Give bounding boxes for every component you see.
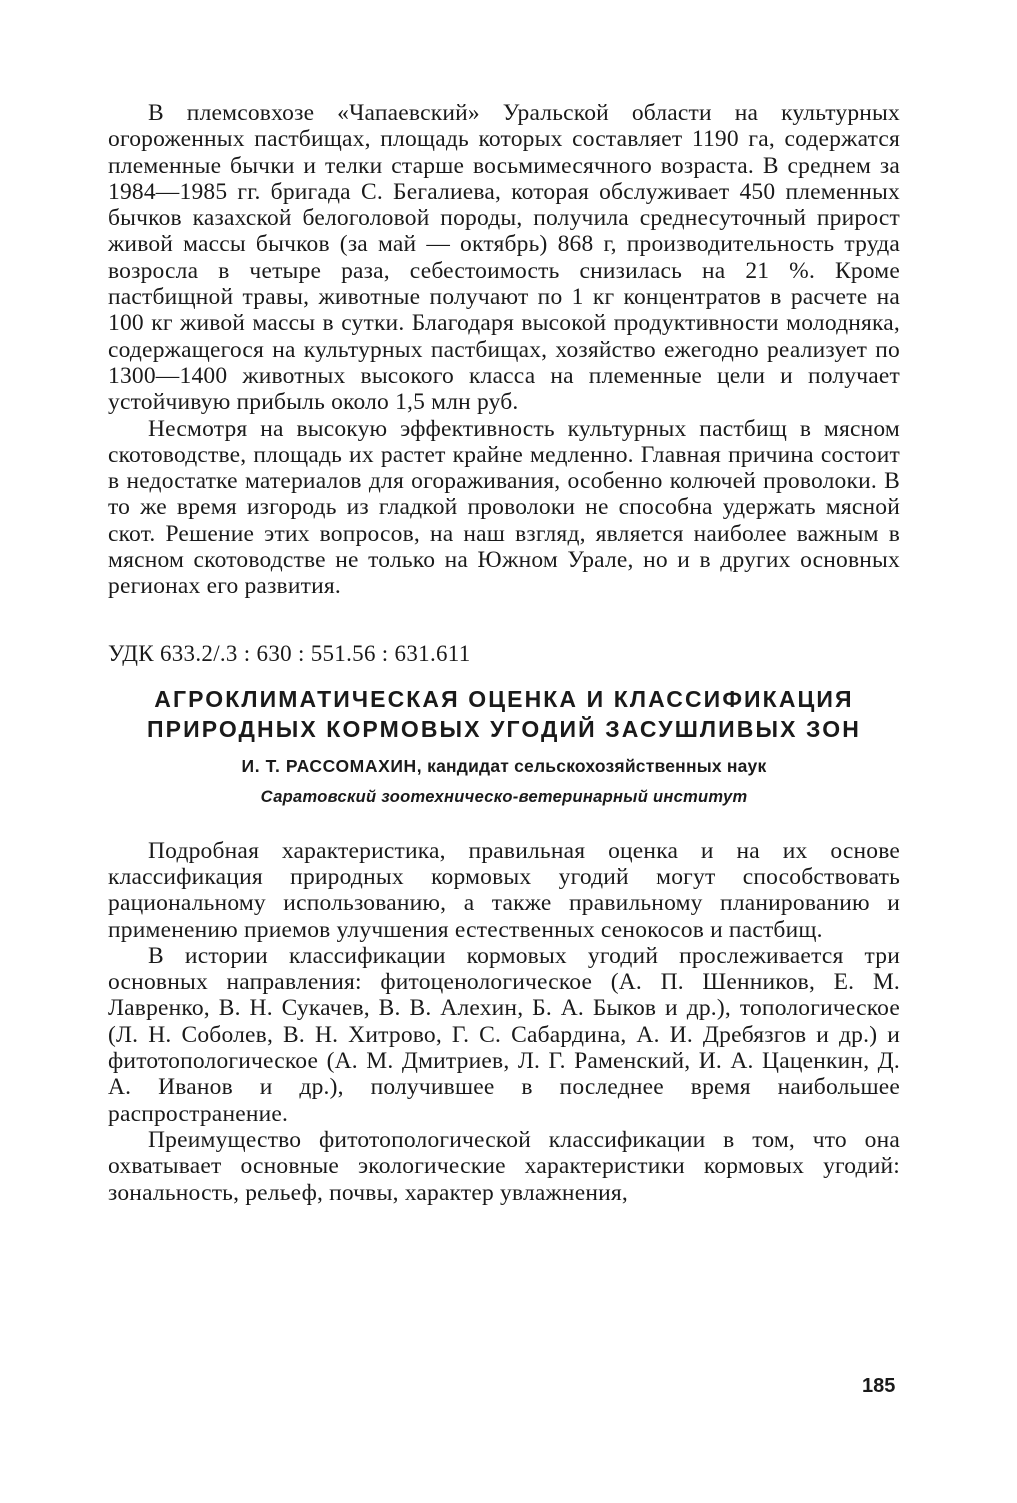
page-content [108,100,900,1206]
article-paragraph-1: Подробная характеристика, правильная оценка и на их основе классификация природных кормовых угодий могут способствовать рациональному использованию, а также правильному планированию и применению приемов улучшения естественных сенокосов и пастбищ. [108,837,900,943]
intro-paragraph-2: Несмотря на высокую эффективность культурных пастбищ в мясном скотоводстве, площадь их растет крайне медленно. Главная причина состоит в недостатке материалов для огораживания, особенно колючей проволоки. В то же время изгородь из гладкой проволоки не способна удержать мясной скот. Решение этих вопросов, на наш взгляд, является наиболее важным в мясном скотоводстве не только на Южном Урале, но и в других основных регионах его развития. [108,415,900,600]
author-name: И. Т. РАССОМАХИН, [241,755,423,776]
intro-section [108,100,900,600]
author-degree: кандидат сельскохозяйственных наук [427,755,767,776]
article-title-line-2: ПРИРОДНЫХ КОРМОВЫХ УГОДИЙ ЗАСУШЛИВЫХ ЗОН [147,715,861,742]
article-title [108,684,900,744]
article-paragraph-2: В истории классификации кормовых угодий прослеживается три основных направления: фитоценологическое (А. П. Шенников, Е. М. Лавренко, В. Н. Сукачев, В. В. Алехин, Б. А. Быков и др.), топологическое (Л. Н. Соболев, В. Н. Хитрово, Г. С. Сабардина, А. И. Дребязгов и др.) и фитотопологическое (А. М. Дмитриев, Л. Г. Раменский, И. А. Цаценкин, Д. А. Иванов и др.), получившее в последнее время наибольшее распространение. [108,942,900,1127]
article-body [108,838,900,1206]
author-institution: Саратовский зоотехническо-ветеринарный институт [260,787,748,806]
article-title-line-1: АГРОКЛИМАТИЧЕСКАЯ ОЦЕНКА И КЛАССИФИКАЦИЯ [154,685,854,712]
udk-code: УДК 633.2/.3 : 630 : 551.56 : 631.611 [108,640,471,666]
page-number: 185 [862,1375,896,1397]
article-paragraph-3: Преимущество фитотопологической классификации в том, что она охватывает основные экологические характеристики кормовых угодий: зональность, рельеф, почвы, характер увлажнения, [108,1126,900,1206]
author-line [108,754,900,778]
intro-paragraph-1: В племсовхозе «Чапаевский» Уральской области на культурных огороженных пастбищах, площадь которых составляет 1190 га, содержатся племенные бычки и телки старше восьмимесячного возраста. В среднем за 1984—1985 гг. бригада С. Бегалиева, которая обслуживает 450 племенных бычков казахской белоголовой породы, получила среднесуточный прирост живой массы бычков (за май — октябрь) 868 г, производительность труда возросла в четыре раза, себестоимость снизилась на 21 %. Кроме пастбищной травы, животные получают по 1 кг концентратов в расчете на 100 кг живой массы в сутки. Благодаря высокой продуктивности молодняка, содержащегося на культурных пастбищах, хозяйство ежегодно реализует по 1300—1400 животных высокого класса на племенные цели и получает устойчивую прибыль около 1,5 млн руб. [108,100,900,416]
